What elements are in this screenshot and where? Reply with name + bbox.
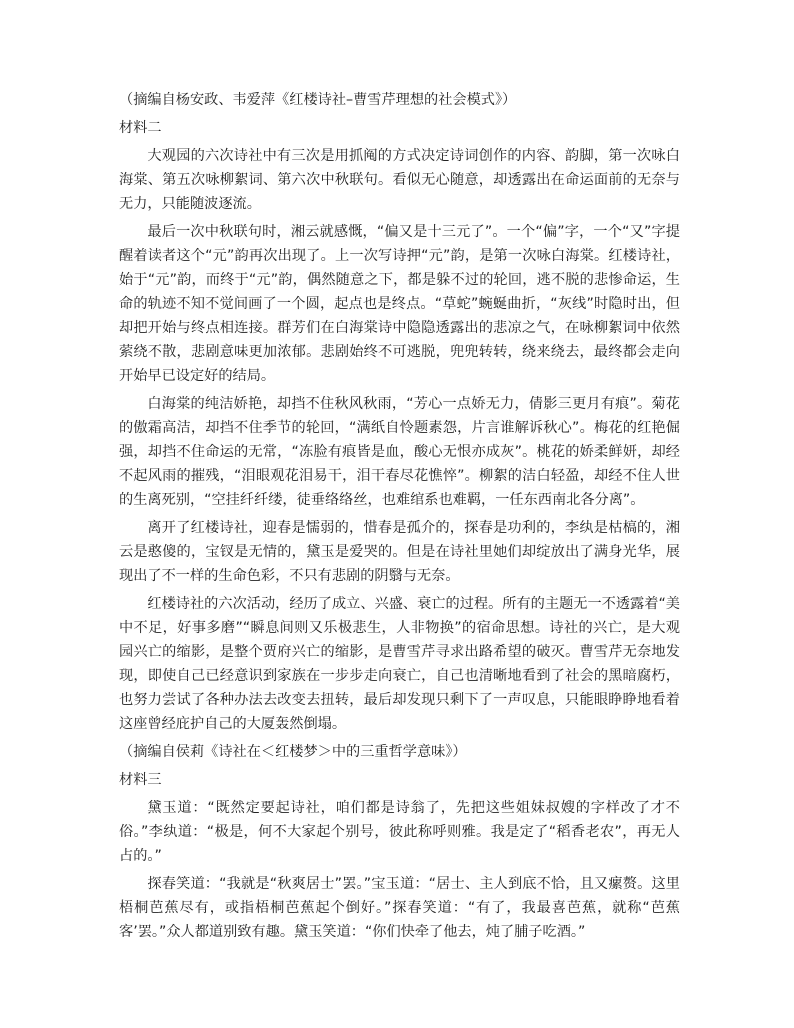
- source-citation-1: （摘编自杨安政、韦爱萍《红楼诗社–曹雪芹理想的社会模式》）: [119, 92, 517, 108]
- material-3-paragraph-1: 黛玉道：“既然定要起诗社，咱们都是诗翁了，先把这些姐妹叔嫂的字样改了才不俗。”李纨道：“极是，何不大家起个别号，彼此称呼则雅。我是定了“稻香老农”，再无人占的。”: [119, 800, 680, 864]
- section-heading-material-3: 材料三: [119, 772, 162, 788]
- material-2-paragraph-3: 白海棠的纯洁娇艳，却挡不住秋风秋雨，“芳心一点娇无力，倩影三更月有痕”。菊花的傲霜高洁，却挡不住季节的轮回，“满纸自怜题素怨，片言谁解诉秋心”。梅花的红艳倔强，却挡不住命运的无常，“冻脸有痕皆是血，酸心无恨亦成灰”。桃花的娇柔鲜妍，却经不起风雨的摧残，“泪眼观花泪易干，泪干春尽花憔悴”。柳絮的洁白轻盈，却经不住人世的生离死别，“空挂纤纤缕，徒垂络络丝，也难绾系也难羁，一任东西南北各分离”。: [119, 396, 680, 508]
- material-2-paragraph-4: 离开了红楼诗社，迎春是懦弱的，惜春是孤介的，探春是功利的，李纨是枯槁的，湘云是憨傻的，宝钗是无情的，黛玉是爱哭的。但是在诗社里她们却绽放出了满身光华，展现出了不一样的生命色彩，不只有悲剧的阴翳与无奈。: [119, 520, 680, 584]
- material-2-paragraph-2: 最后一次中秋联句时，湘云就感慨，“偏又是十三元了”。一个“偏”字，一个“又”字提醒着读者这个“元”韵再次出现了。上一次写诗押“元”韵，是第一次咏白海棠。红楼诗社，始于“元”韵，而终于“元”韵，偶然随意之下，都是躲不过的轮回，逃不脱的悲惨命运，生命的轨迹不知不觉间画了一个圆，起点也是终点。“草蛇”蜿蜒曲折，“灰线”时隐时出，但却把开始与终点相连接。群芳们在白海棠诗中隐隐透露出的悲凉之气，在咏柳絮词中依然萦绕不散，悲剧意味更加浓郁。悲剧始终不可逃脱，兜兜转转，绕来绕去，最终都会走向开始早已设定好的结局。: [119, 224, 680, 384]
- section-heading-material-2: 材料二: [119, 120, 162, 136]
- material-2-paragraph-5: 红楼诗社的六次活动，经历了成立、兴盛、衰亡的过程。所有的主题无一不透露着“美中不足，好事多磨”“瞬息间则又乐极悲生，人非物换”的宿命思想。诗社的兴亡，是大观园兴亡的缩影，是整个贾府兴亡的缩影，是曹雪芹寻求出路希望的破灭。曹雪芹无奈地发现，即使自己已经意识到家族在一步步走向衰亡，自己也清晰地看到了社会的黑暗腐朽，也努力尝试了各种办法去改变去扭转，最后却发现只剩下了一声叹息，只能眼睁睁地看着这座曾经庇护自己的大厦轰然倒塌。: [119, 596, 680, 732]
- material-3-paragraph-2: 探春笑道：“我就是“秋爽居士”罢。”宝玉道：“居士、主人到底不恰，且又瘰赘。这里梧桐芭蕉尽有，或指梧桐芭蕉起个倒好。”探春笑道：“有了，我最喜芭蕉，就称“芭蕉客’罢。”众人都道别致有趣。黛玉笑道：“你们快牵了他去，炖了脯子吃酒。”: [119, 876, 680, 940]
- source-citation-2: （摘编自侯莉《诗社在＜红楼梦＞中的三重哲学意味》）: [119, 744, 467, 760]
- material-2-paragraph-1: 大观园的六次诗社中有三次是用抓阄的方式决定诗词创作的内容、韵脚，第一次咏白海棠、第五次咏柳絮词、第六次中秋联句。看似无心随意，却透露出在命运面前的无奈与无力，只能随波逐流。: [119, 148, 680, 212]
- document-body: [119, 88, 680, 948]
